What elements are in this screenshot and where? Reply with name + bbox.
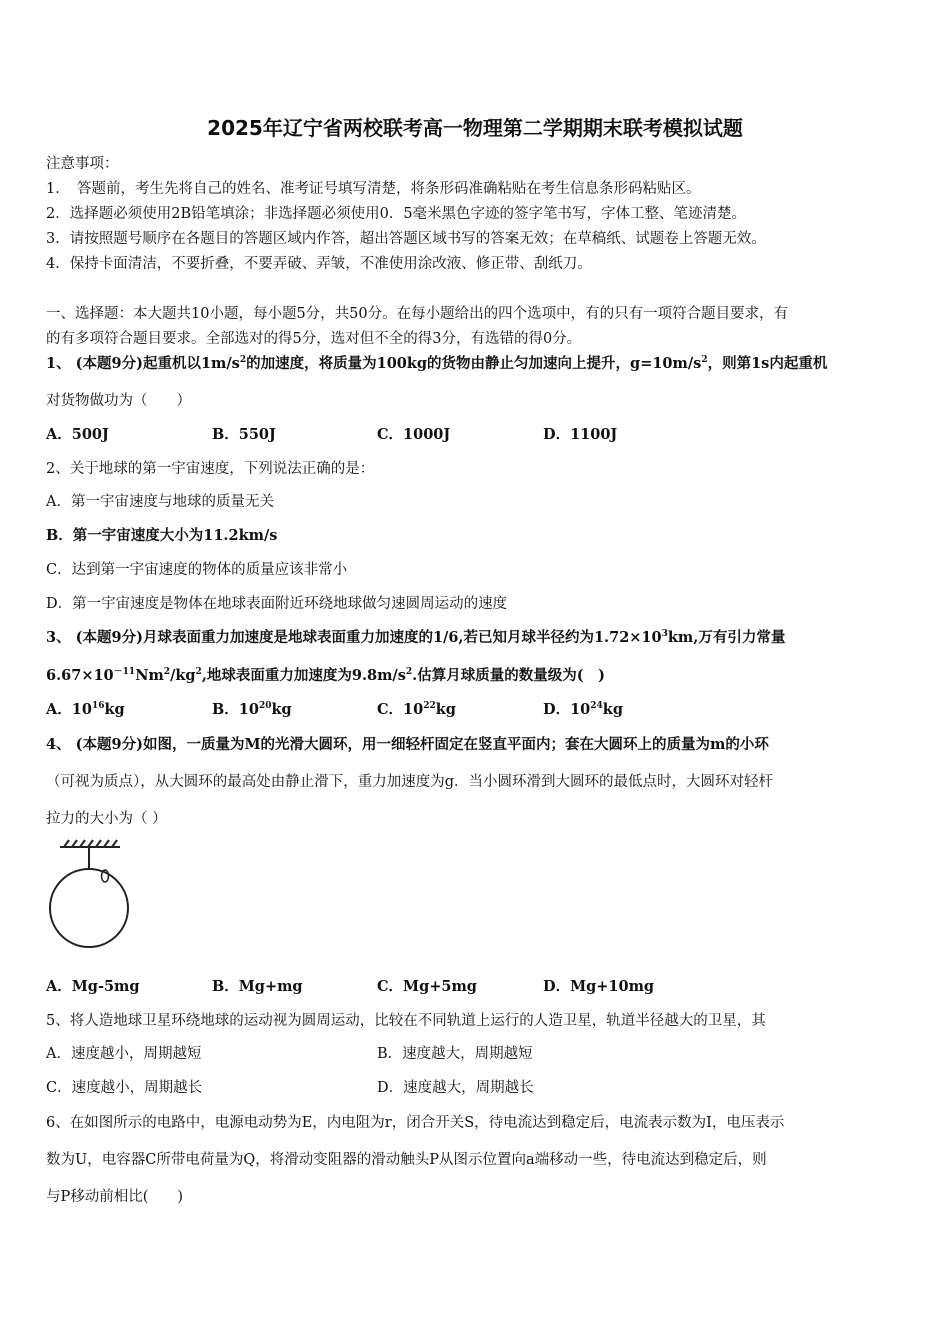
question-4-stem-cont: （可视为质点），从大圆环的最高处由静止滑下，重力加速度为g．当小圆环滑到大圆环的最低点时，大圆环对轻杆 [46,774,774,790]
q5-option-d[interactable]: D．速度越大，周期越长 [377,1080,534,1096]
q5-option-b[interactable]: B．速度越大，周期越短 [377,1046,533,1062]
question-3-stem: 3、 (本题9分)月球表面重力加速度是地球表面重力加速度的1/6,若已知月球半径约为$1.72\times 10^3km$,万有引力常量 [46,629,786,646]
notes-item: 4．保持卡面清洁，不要折叠，不要弄破、弄皱，不准使用涂改液、修正带、刮纸刀。 [46,256,592,272]
q1-option-b[interactable]: B．550J [212,426,276,443]
q2-option-b[interactable]: B．第一宇宙速度大小为11.2km/s [46,527,278,544]
question-1-stem: 1、 (本题9分)起重机以$1m/s^2$的加速度，将质量为100kg的货物由静止匀加速向上提升，$g=10m/s^2$，则第1s内起重机 [46,355,828,372]
question-2-stem: 2、关于地球的第一宇宙速度，下列说法正确的是： [46,461,375,477]
question-4-stem: 4、 (本题9分)如图，一质量为M的光滑大圆环，用一细轻杆固定在竖直平面内；套在大圆环上的质量为m的小环 [46,736,769,753]
question-6-stem: 6、在如图所示的电路中，电源电动势为E，内电阻为r，闭合开关S，待电流达到稳定后，电流表示数为I，电压表示 [46,1115,785,1131]
ring-on-rod-figure [44,838,136,954]
q2-option-c[interactable]: C．达到第一宇宙速度的物体的质量应该非常小 [46,562,348,578]
q4-option-b[interactable]: B．Mg+mg [212,978,303,995]
notes-item: 2．选择题必须使用2B铅笔填涂；非选择题必须使用0．5毫米黑色字迹的签字笔书写，字体工整、笔迹清楚。 [46,206,747,222]
notes-item: 3．请按照题号顺序在各题目的答题区域内作答，超出答题区域书写的答案无效；在草稿纸、试题卷上答题无效。 [46,231,766,247]
q3-option-a[interactable]: A．$10^{16}kg$ [46,701,125,718]
q2-option-a[interactable]: A．第一宇宙速度与地球的质量无关 [46,494,274,510]
q3-option-c[interactable]: C．$10^{22}kg$ [377,701,456,718]
q4-option-a[interactable]: A．Mg-5mg [46,978,140,995]
q3-option-d[interactable]: D．$10^{24}kg$ [543,701,623,718]
q5-option-c[interactable]: C．速度越小，周期越长 [46,1080,203,1096]
question-5-stem: 5、将人造地球卫星环绕地球的运动视为圆周运动，比较在不同轨道上运行的人造卫星，轨道半径越大的卫星，其 [46,1013,766,1029]
question-6-stem-cont: 数为U，电容器C所带电荷量为Q，将滑动变阻器的滑动触头P从图示位置向a端移动一些，待电流达到稳定后，则 [46,1152,767,1168]
q3-option-b[interactable]: B．$10^{20}kg$ [212,701,292,718]
question-1-stem-cont: 对货物做功为（ ） [46,393,191,409]
q5-option-a[interactable]: A．速度越小，周期越短 [46,1046,202,1062]
notes-heading: 注意事项： [46,156,119,172]
notes-item: 1． 答题前，考生先将自己的姓名、准考证号填写清楚，将条形码准确粘贴在考生信息条形码粘贴区。 [46,181,701,197]
q1-option-c[interactable]: C．1000J [377,426,451,443]
q2-option-d[interactable]: D．第一宇宙速度是物体在地球表面附近环绕地球做匀速圆周运动的速度 [46,596,508,612]
q4-option-c[interactable]: C．Mg+5mg [377,978,477,995]
question-4-stem-cont: 拉力的大小为（ ） [46,811,167,827]
question-3-stem-cont: $6.67\times 10^{-11}Nm^2/kg^2$,地球表面重力加速度为$9.8m/s^2$.估算月球质量的数量级为( ) [46,667,605,684]
question-6-stem-cont: 与P移动前相比( ) [46,1189,184,1205]
page-title: 2025年辽宁省两校联考高一物理第二学期期末联考模拟试题 [207,116,743,140]
q1-option-d[interactable]: D．1100J [543,426,618,443]
section-instructions: 的有多项符合题目要求。全部选对的得5分，选对但不全的得3分，有选错的得0分。 [46,331,582,347]
q1-option-a[interactable]: A．500J [46,426,109,443]
section-instructions: 一、选择题：本大题共10小题，每小题5分，共50分。在每小题给出的四个选项中，有的只有一项符合题目要求，有 [46,306,789,322]
q4-option-d[interactable]: D．Mg+10mg [543,978,655,995]
